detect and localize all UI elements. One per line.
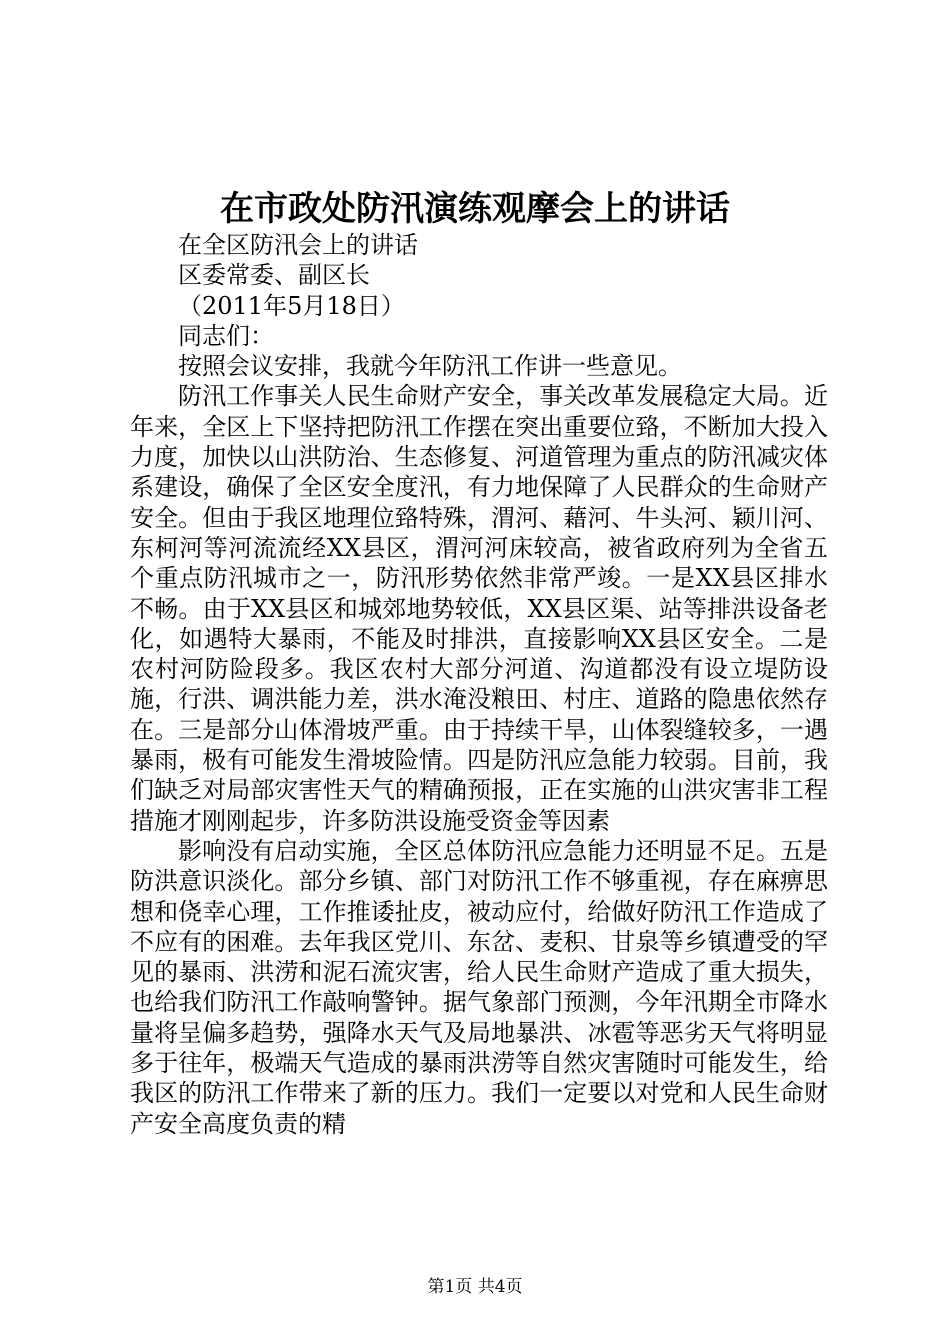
page-number: 第1页 共4页 (427, 1277, 523, 1297)
body-paragraph: 防汛工作事关人民生命财产安全，事关改革发展稳定大局。近年来，全区上下坚持把防汛工作摆在突出重要位臵，不断加大投入力度，加快以山洪防治、生态修复、河道管理为重点的防汛减灾体系建设，确保了全区安全度汛，有力地保障了人民群众的生命财产安全。但由于我区地理位臵特殊，渭河、藉河、牛头河、颖川河、东柯河等河流流经XX县区，渭河河床较高，被省政府列为全省五个重点防汛城市之一，防汛形势依然非常严竣。一是XX县区排水不畅。由于XX县区和城郊地势较低，XX县区渠、站等排洪设备老化，如遇特大暴雨，不能及时排洪，直接影响XX县区安全。二是农村河防险段多。我区农村大部分河道、沟道都没有设立堤防设施，行洪、调洪能力差，洪水淹没粮田、村庄、道路的隐患依然存在。三是部分山体滑坡严重。由于持续干旱，山体裂缝较多，一遇暴雨，极有可能发生滑坡险情。四是防汛应急能力较弱。目前，我们缺乏对局部灾害性天气的精确预报，正在实施的山洪灾害非工程措施才刚刚起步，许多防洪设施受资金等因素 (130, 382, 828, 835)
speaker-position: 区委常委、副区长 (178, 261, 370, 290)
document-body (130, 230, 828, 1139)
speech-date: （2011年5月18日） (178, 291, 405, 320)
speech-heading: 在全区防汛会上的讲话 (178, 231, 418, 259)
body-paragraph: 按照会议安排，我就今年防汛工作讲一些意见。 (178, 352, 682, 381)
page-title: 在市政处防汛演练观摩会上的讲话 (220, 189, 730, 229)
body-paragraph: 影响没有启动实施，全区总体防汛应急能力还明显不足。五是防洪意识淡化。部分乡镇、部门对防汛工作不够重视，存在麻痹思想和侥幸心理，工作推诿扯皮，被动应付，给做好防汛工作造成了不应有的困难。去年我区党川、东岔、麦积、甘泉等乡镇遭受的罕见的暴雨、洪涝和泥石流灾害，给人民生命财产造成了重大损失，也给我们防汛工作敲响警钟。据气象部门预测，今年汛期全市降水量将呈偏多趋势，强降水天气及局地暴洪、冰雹等恶劣天气将明显多于往年，极端天气造成的暴雨洪涝等自然灾害随时可能发生，给我区的防汛工作带来了新的压力。我们一定要以对党和人民生命财产安全高度负责的精 (130, 836, 828, 1138)
salutation: 同志们： (178, 321, 274, 350)
